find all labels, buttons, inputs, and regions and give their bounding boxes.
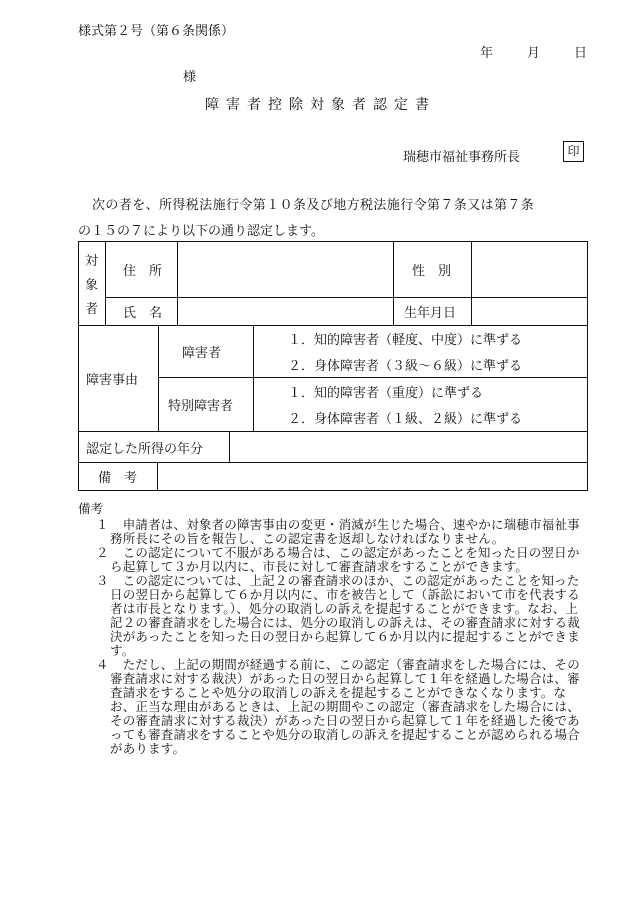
note-item [78, 658, 588, 756]
issue-date [480, 42, 587, 61]
intro-text [78, 193, 578, 245]
subject-char-3: 者 [84, 301, 98, 317]
special-option-1[interactable]: １．知的障害者（重度）に準ずる [288, 385, 484, 401]
note-number: ４ [96, 657, 109, 672]
special-option-2[interactable]: ２．身体障害者（１級、２級）に準ずる [288, 411, 523, 427]
note-text: ただし、上記の期間が経過する前に、この認定（審査請求をした場合には、その審査請求に対する裁決）があった日の翌日から起算して１年を経過した場合は、審査請求をすることや処分の取消しの訴えを提起することができなくなります。なお、正当な理由があるときは、上記の期間やこの認定（審査請求をした場合には、その審査請求に対する裁決）があった日の翌日から起算して１年を経過した後であっても審査請求をすることや処分の取消しの訴えを提起することが認められる場合があります。 [110, 657, 580, 756]
note-item [78, 574, 588, 658]
subject-char-2: 象 [84, 277, 98, 293]
disabled-option-2[interactable]: ２．身体障害者（３級～６級）に準ずる [288, 358, 523, 374]
disabled-option-1[interactable]: １．知的障害者（軽度、中度）に準ずる [288, 332, 523, 348]
date-year-label: 年 [480, 46, 494, 61]
note-text: 申請者は、対象者の障害事由の変更・消滅が生じた場合、速やかに瑞穂市福祉事務所長にその旨を報告し、この認定書を返却しなければなりません。 [110, 517, 580, 546]
intro-line-2: の１５の７により以下の通り認定します。 [78, 224, 324, 239]
disabled-person-label: 障害者 [182, 345, 222, 361]
gender-field[interactable] [472, 242, 586, 297]
subject-char-1: 対 [84, 253, 98, 269]
note-item [78, 546, 588, 574]
document-title: 障害者控除対象者認定書 [205, 97, 436, 113]
address-field[interactable] [178, 242, 392, 297]
certification-table [78, 241, 588, 491]
gender-label: 性 別 [412, 263, 452, 279]
form-number-label: 様式第２号（第６条関係） [78, 24, 235, 39]
special-disabled-person-label: 特別障害者 [168, 399, 234, 414]
note-text: この認定については、上記２の審査請求のほか、この認定があったことを知った日の翌日から起算して６か月以内に、市を被告として（訴訟において市を代表する者は市長となります。）、処分の取消しの訴えを提起することができます。なお、上記２の審査請求をした場合には、処分の取消しの訴えは、その審査請求に対する裁決があったことを知った日の翌日から起算して６か月以内に提起することができます。 [110, 573, 580, 658]
date-month-label: 月 [527, 46, 541, 61]
issuer-name: 瑞穂市福祉事務所長 [403, 150, 521, 165]
disability-reason-label: 障害事由 [86, 372, 139, 388]
intro-line-1: 次の者を、所得税法施行令第１０条及び地方税法施行令第７条又は第７条 [92, 198, 535, 213]
addressee-suffix: 様 [183, 70, 197, 85]
income-year-label: 認定した所得の年分 [86, 441, 204, 457]
birthdate-field[interactable] [472, 298, 586, 325]
remarks-label: 備 考 [98, 471, 138, 486]
seal-mark: 印 [563, 141, 584, 162]
remarks-field[interactable] [158, 463, 586, 490]
income-year-field[interactable] [230, 432, 586, 462]
note-item [78, 518, 588, 546]
note-number: ３ [96, 573, 109, 588]
name-label: 氏 名 [123, 306, 163, 321]
notes-heading: 備考 [78, 501, 104, 516]
note-text: この認定について不服がある場合は、この認定があったことを知った日の翌日から起算して３か月以内に、市長に対して審査請求をすることができます。 [110, 545, 580, 574]
date-day-label: 日 [574, 46, 588, 61]
notes-section [78, 502, 588, 756]
birthdate-label: 生年月日 [404, 306, 457, 321]
name-field[interactable] [178, 298, 392, 325]
note-number: １ [96, 517, 109, 532]
subject-label [78, 241, 105, 325]
address-label: 住 所 [123, 263, 163, 279]
note-number: ２ [96, 545, 109, 560]
